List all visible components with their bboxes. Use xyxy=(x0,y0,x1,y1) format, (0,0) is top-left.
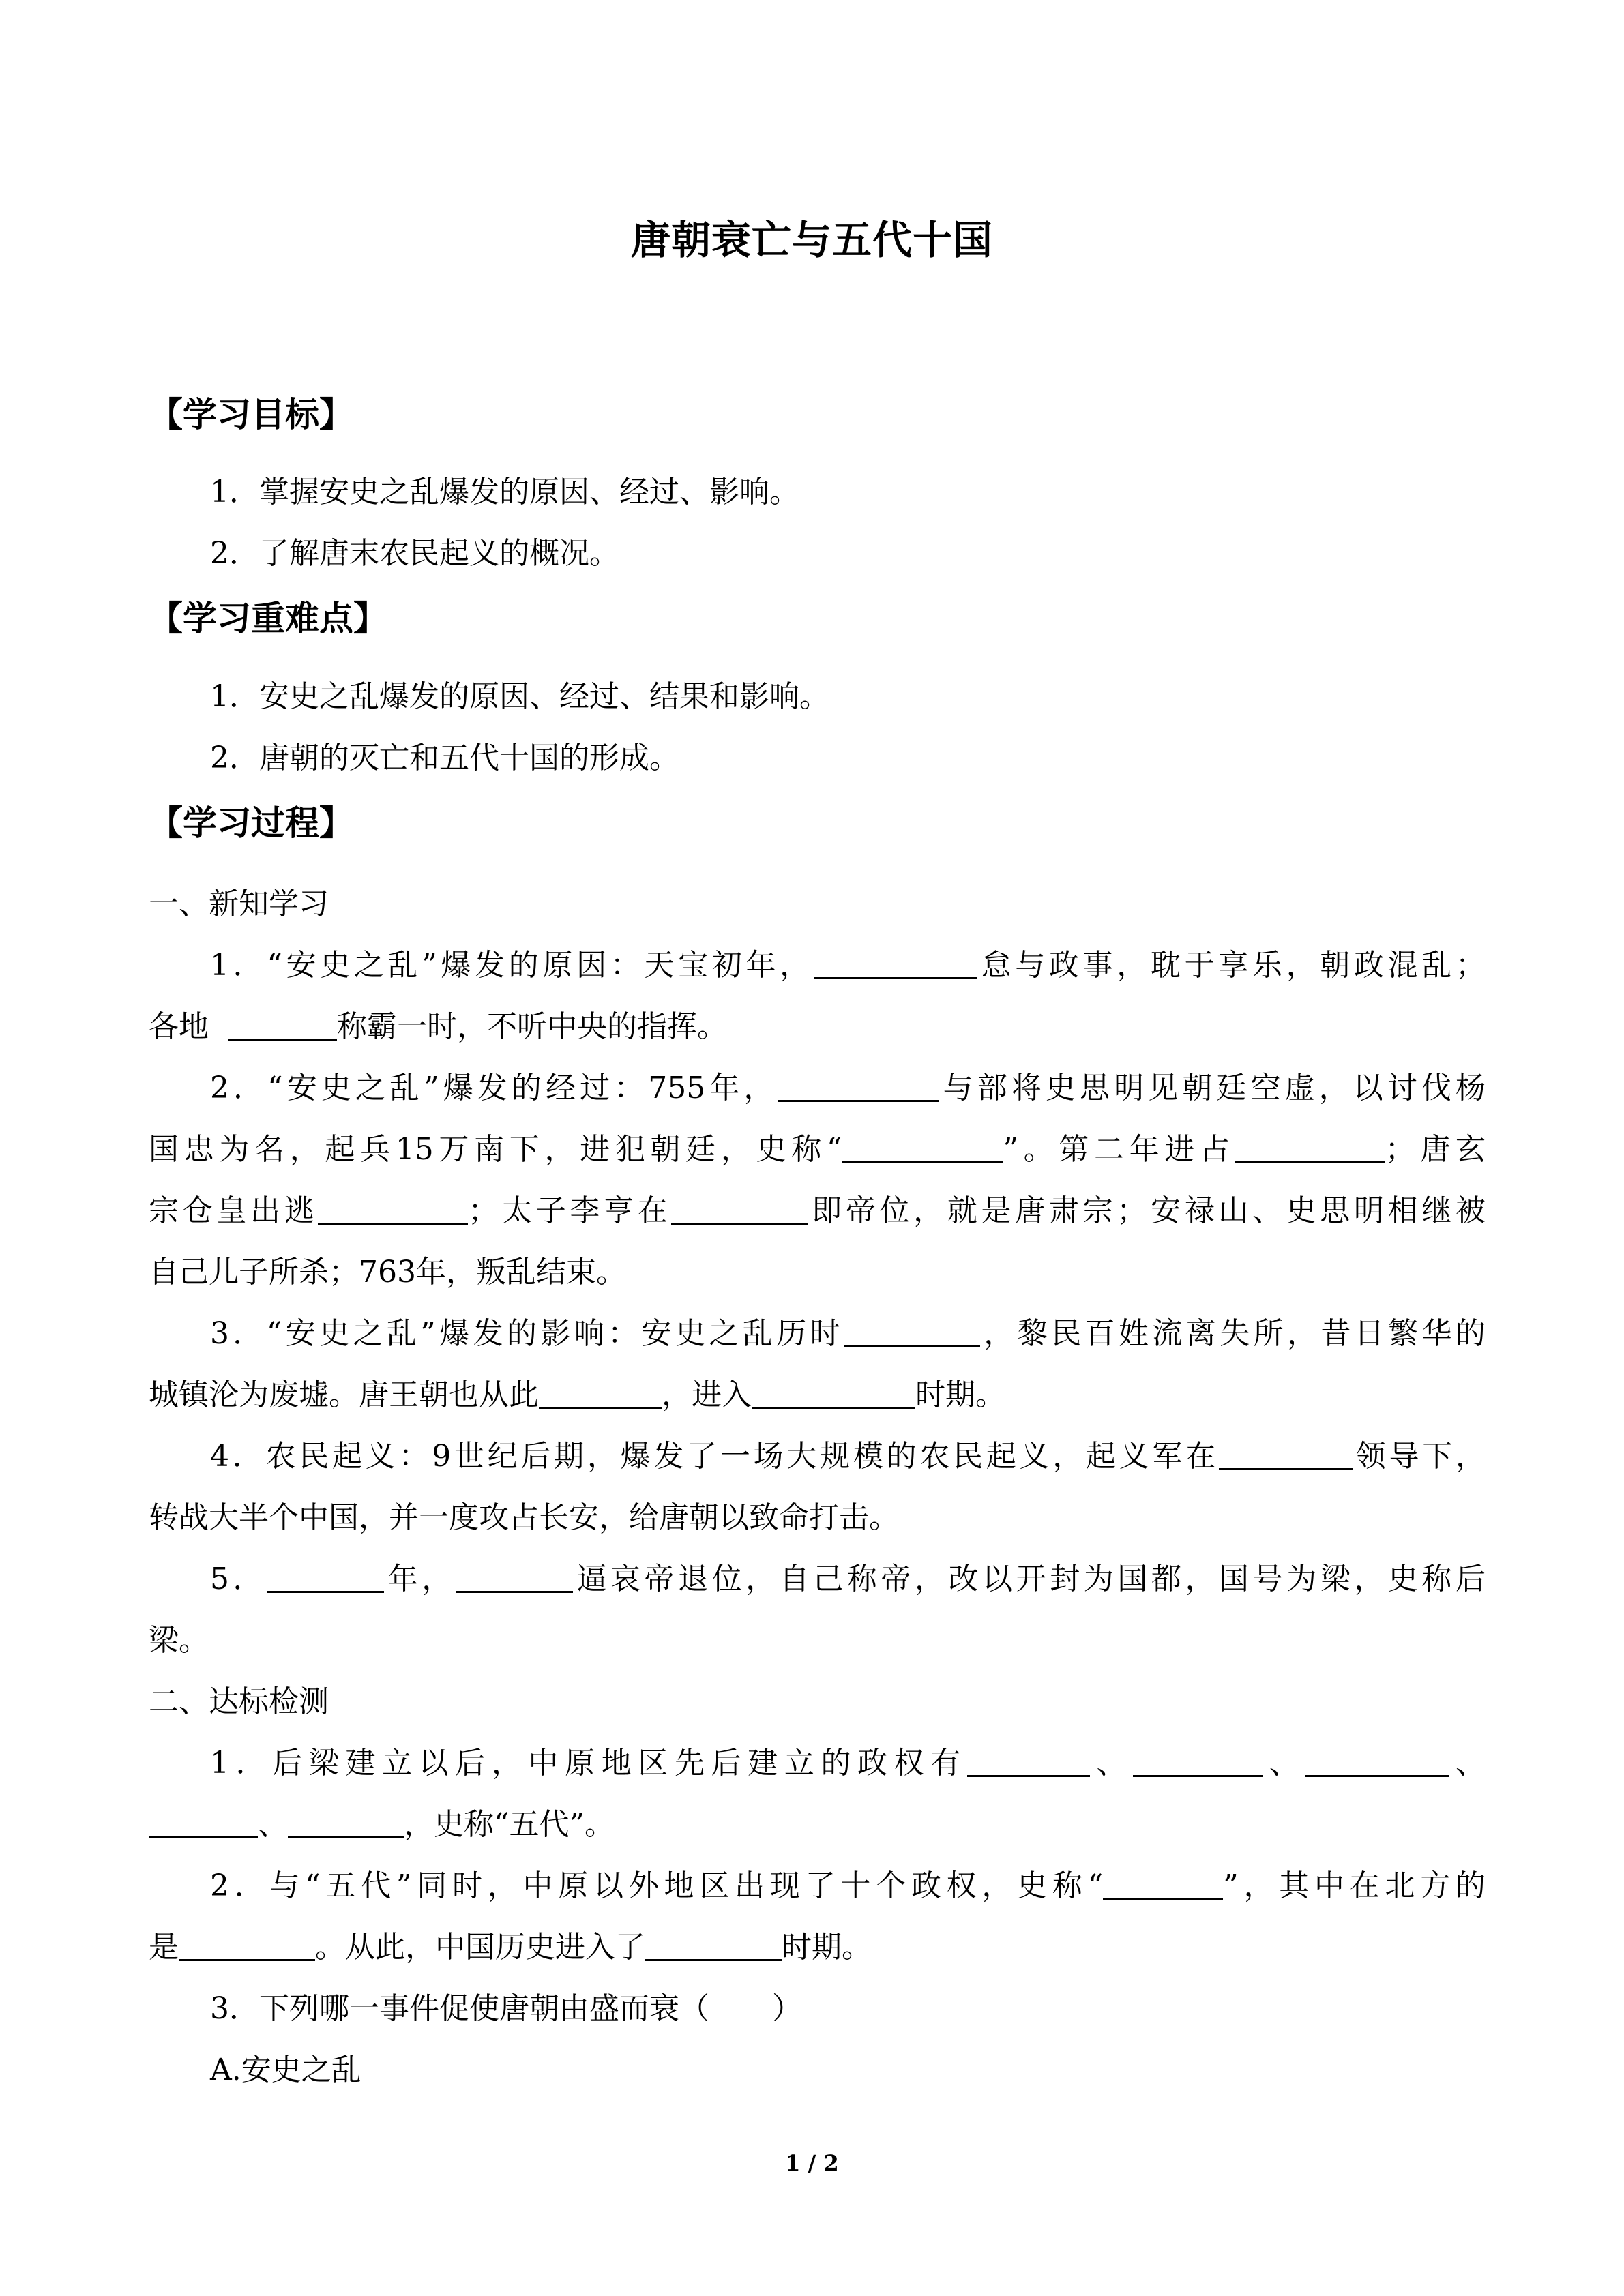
part1-q1-line1: 1．“安史之乱”爆发的原因：天宝初年， 怠与政事，耽于享乐，朝政混乱； xyxy=(210,948,1486,983)
fill-blank[interactable] xyxy=(149,1806,258,1838)
fill-blank[interactable] xyxy=(645,1929,782,1961)
fill-blank[interactable] xyxy=(1133,1745,1263,1777)
fill-blank[interactable] xyxy=(752,1377,915,1409)
fill-blank[interactable] xyxy=(228,1009,337,1041)
section-heading-keypoints: 【学习重难点】 xyxy=(149,599,387,638)
goal-1: 1．掌握安史之乱爆发的原因、经过、影响。 xyxy=(210,475,799,509)
part1-q5-line2: 梁。 xyxy=(149,1623,209,1658)
part1-q4-line1: 4．农民起义：9世纪后期，爆发了一场大规模的农民起义，起义军在 领导下， xyxy=(210,1439,1486,1474)
keypoint-2: 2．唐朝的灭亡和五代十国的形成。 xyxy=(210,741,679,775)
page-title: 唐朝衰亡与五代十国 xyxy=(630,217,993,263)
part1-q1-line2: 各地 称霸一时，不听中央的指挥。 xyxy=(149,1009,727,1044)
fill-blank[interactable] xyxy=(539,1377,662,1409)
part1-q2-line2: 国忠为名，起兵15万南下，进犯朝廷，史称“ ”。第二年进占 ；唐玄 xyxy=(149,1132,1486,1167)
part1-q5-line1: 5． 年， 逼哀帝退位，自己称帝，改以开封为国都，国号为梁，史称后 xyxy=(210,1562,1486,1596)
part2-q2-line1: 2．与“五代”同时，中原以外地区出现了十个政权，史称“ ”，其中在北方的 xyxy=(210,1868,1486,1903)
part2-heading: 二、达标检测 xyxy=(149,1684,329,1719)
goal-2: 2．了解唐末农民起义的概况。 xyxy=(210,536,619,571)
fill-blank[interactable] xyxy=(1219,1438,1353,1470)
part2-q2-line2: 是 。从此，中国历史进入了 时期。 xyxy=(149,1930,872,1965)
fill-blank[interactable] xyxy=(814,947,977,979)
part1-q2-line4: 自己儿子所杀；763年，叛乱结束。 xyxy=(149,1255,626,1289)
part1-q2-line3: 宗仓皇出逃 ；太子李亨在 即帝位，就是唐肃宗；安禄山、史思明相继被 xyxy=(149,1193,1486,1228)
fill-blank[interactable] xyxy=(318,1193,468,1225)
fill-blank[interactable] xyxy=(1103,1868,1223,1900)
fill-blank[interactable] xyxy=(671,1193,808,1225)
fill-blank[interactable] xyxy=(778,1070,939,1102)
fill-blank[interactable] xyxy=(1235,1131,1385,1163)
part2-q1-line2: 、 ，史称“五代”。 xyxy=(149,1804,1486,1845)
part1-q4-line2: 转战大半个中国，并一度攻占长安，给唐朝以致命打击。 xyxy=(149,1500,899,1535)
fill-blank[interactable] xyxy=(179,1929,315,1961)
keypoint-1: 1．安史之乱爆发的原因、经过、结果和影响。 xyxy=(210,679,829,714)
part1-heading: 一、新知学习 xyxy=(149,886,329,921)
part1-q3-line2: 城镇沦为废墟。唐王朝也从此 ，进入 时期。 xyxy=(149,1377,1005,1412)
section-heading-goals: 【学习目标】 xyxy=(149,395,353,434)
fill-blank[interactable] xyxy=(842,1131,1003,1163)
fill-blank[interactable] xyxy=(456,1561,573,1593)
fill-blank[interactable] xyxy=(844,1315,980,1347)
part2-q3-option-a: A.安史之乱 xyxy=(210,2053,361,2087)
part1-q2-line1: 2．“安史之乱”爆发的经过：755年， 与部将史思明见朝廷空虚，以讨伐杨 xyxy=(210,1071,1486,1105)
fill-blank[interactable] xyxy=(288,1806,404,1838)
part2-q1-line1: 1．后梁建立以后，中原地区先后建立的政权有 、 、 、 xyxy=(210,1746,1486,1780)
fill-blank[interactable] xyxy=(967,1745,1090,1777)
fill-blank[interactable] xyxy=(267,1561,384,1593)
fill-blank[interactable] xyxy=(1305,1745,1449,1777)
part1-q3-line1: 3．“安史之乱”爆发的影响：安史之乱历时 ，黎民百姓流离失所，昔日繁华的 xyxy=(210,1316,1486,1351)
page-number: 1 / 2 xyxy=(785,2150,839,2176)
part2-q3: 3．下列哪一事件促使唐朝由盛而衰（ ） xyxy=(210,1991,802,2026)
section-heading-process: 【学习过程】 xyxy=(149,803,353,843)
